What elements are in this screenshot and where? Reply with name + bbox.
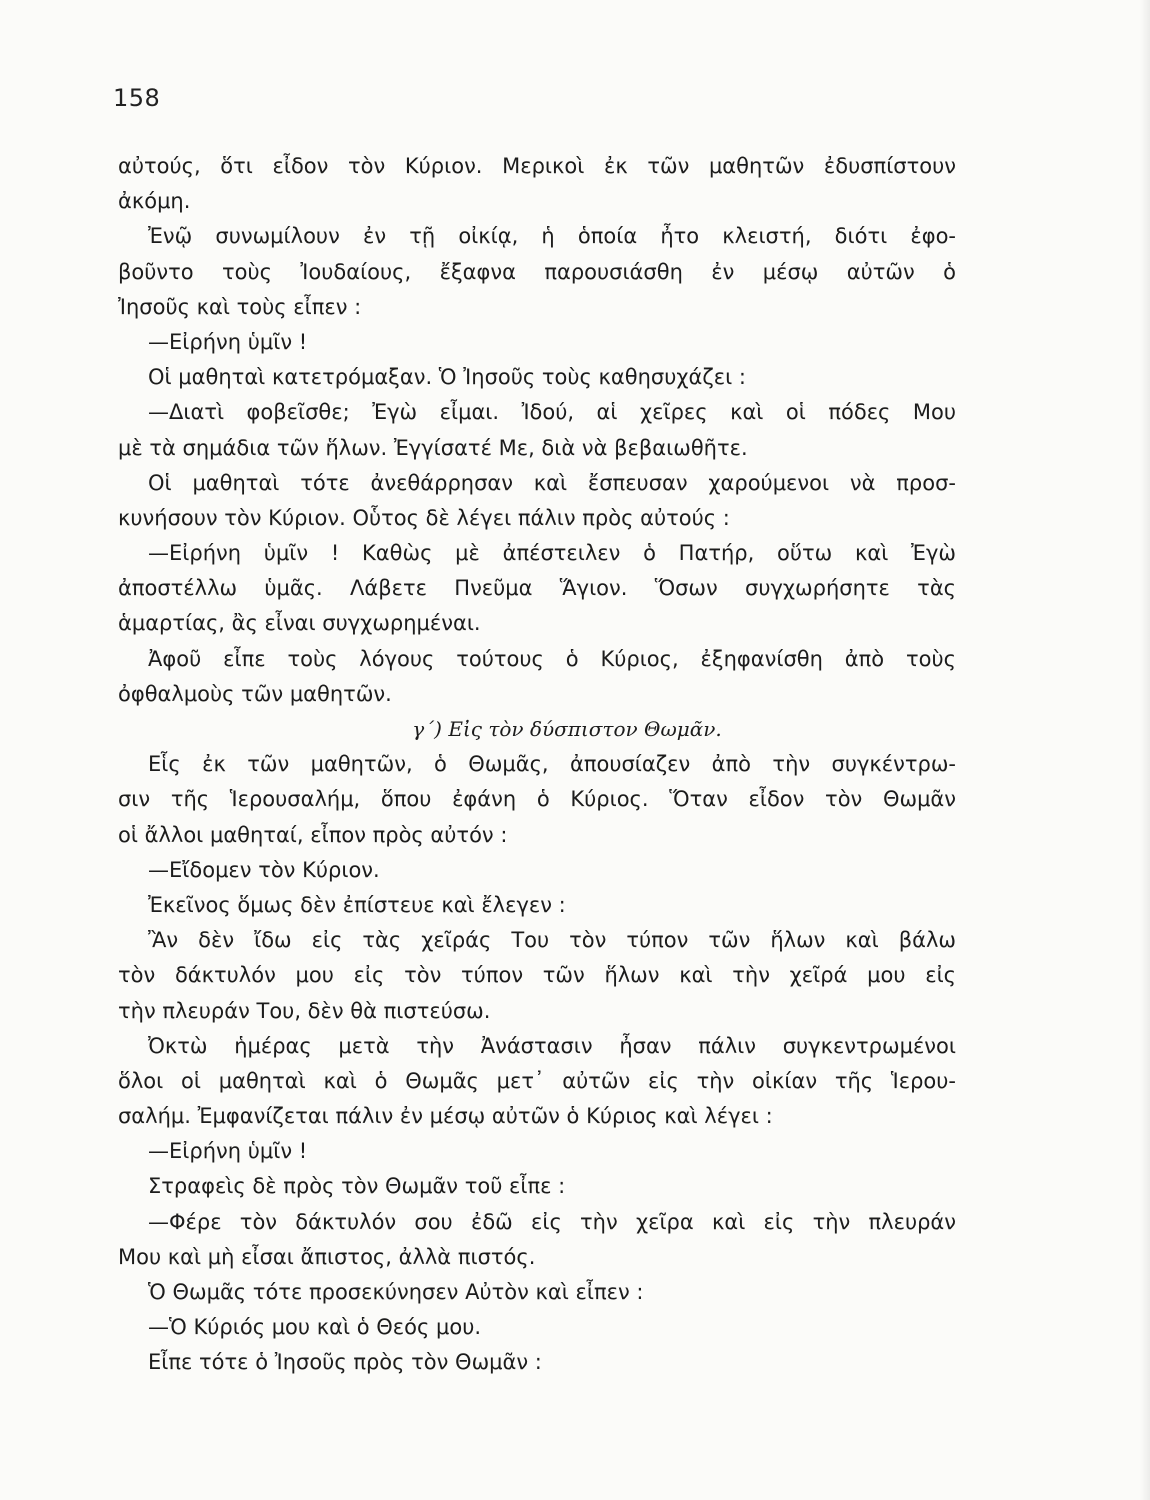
text-line: Ἀφοῦ εἶπε τοὺς λόγους τούτους ὁ Κύριος, ἐξηφανίσθη ἀπὸ τοὺς [148,646,956,671]
text-line: Ὀκτὼ ἡμέρας μετὰ τὴν Ἀνάστασιν ἦσαν πάλιν συγκεντρωμένοι [148,1033,956,1058]
text-line: μὲ τὰ σημάδια τῶν ἥλων. Ἐγγίσατέ Με, διὰ νὰ βεβαιωθῆτε. [118,435,748,460]
text-line: —Εἰρήνη ὑμῖν ! [148,1139,308,1164]
text-line: Οἱ μαθηταὶ κατετρόμαξαν. Ὁ Ἰησοῦς τοὺς καθησυχάζει : [148,365,746,390]
page-edge-shadow [1140,0,1150,1500]
text-line: ἀποστέλλω ὑμᾶς. Λάβετε Πνεῦμα Ἅγιον. Ὅσων συγχωρήσητε τὰς [118,576,956,601]
text-line: Στραφεὶς δὲ πρὸς τὸν Θωμᾶν τοῦ εἶπε : [148,1174,566,1199]
text-line: ἁμαρτίας, ἂς εἶναι συγχωρημέναι. [118,611,481,636]
text-line: Οἱ μαθηταὶ τότε ἀνεθάρρησαν καὶ ἔσπευσαν χαρούμενοι νὰ προσ- [148,470,956,495]
text-line: ἀκόμη. [118,189,191,214]
text-line: Μου καὶ μὴ εἶσαι ἄπιστος, ἀλλὰ πιστός. [118,1244,536,1269]
text-line: τὸν δάκτυλόν μου εἰς τὸν τύπον τῶν ἥλων καὶ τὴν χεῖρά μου εἰς [118,963,956,988]
text-line: Εἶπε τότε ὁ Ἰησοῦς πρὸς τὸν Θωμᾶν : [148,1350,542,1375]
text-line: σαλήμ. Ἐμφανίζεται πάλιν ἐν μέσῳ αὐτῶν ὁ Κύριος καὶ λέγει : [118,1104,773,1129]
text-line: —Εἰρήνη ὑμῖν ! [148,329,308,354]
text-line: Ἐκεῖνος ὅμως δὲν ἐπίστευε καὶ ἔλεγεν : [148,892,566,917]
text-line: —Εἰρήνη ὑμῖν ! Καθὼς μὲ ἀπέστειλεν ὁ Πατήρ, οὕτω καὶ Ἐγὼ [148,541,956,566]
text-line: κυνήσουν τὸν Κύριον. Οὗτος δὲ λέγει πάλιν πρὸς αὐτούς : [118,505,730,530]
text-line: ὅλοι οἱ μαθηταὶ καὶ ὁ Θωμᾶς μετ᾽ αὐτῶν εἰς τὴν οἰκίαν τῆς Ἱερου- [118,1068,956,1093]
text-line: —Φέρε τὸν δάκτυλόν σου ἐδῶ εἰς τὴν χεῖρα καὶ εἰς τὴν πλευράν [148,1209,956,1234]
text-line: Εἷς ἐκ τῶν μαθητῶν, ὁ Θωμᾶς, ἀπουσίαζεν ἀπὸ τὴν συγκέντρω- [148,752,956,777]
text-line: Ἂν δὲν ἴδω εἰς τὰς χεῖράς Του τὸν τύπον τῶν ἥλων καὶ βάλω [148,928,956,953]
section-heading: γ΄) Εἰς τὸν δύσπιστον Θωμᾶν. [412,717,722,741]
text-line: —Ὁ Κύριός μου καὶ ὁ Θεός μου. [148,1315,482,1340]
text-line: βοῦντο τοὺς Ἰουδαίους, ἔξαφνα παρουσιάσθη ἐν μέσῳ αὐτῶν ὁ [118,259,956,284]
text-line: οἱ ἄλλοι μαθηταί, εἶπον πρὸς αὐτόν : [118,822,508,847]
text-line: —Διατὶ φοβεῖσθε; Ἐγὼ εἶμαι. Ἰδού, αἱ χεῖρες καὶ οἱ πόδες Μου [148,400,956,425]
text-line: αὐτούς, ὅτι εἶδον τὸν Κύριον. Μερικοὶ ἐκ τῶν μαθητῶν ἐδυσπίστουν [118,154,956,178]
text-line: σιν τῆς Ἱερουσαλήμ, ὅπου ἐφάνη ὁ Κύριος. Ὅταν εἶδον τὸν Θωμᾶν [118,787,956,812]
text-line: ὀφθαλμοὺς τῶν μαθητῶν. [118,681,392,706]
body-text [118,149,956,1381]
text-line: τὴν πλευράν Του, δὲν θὰ πιστεύσω. [118,998,491,1023]
page-number: 158 [113,84,161,112]
text-line: —Εἴδομεν τὸν Κύριον. [148,857,380,882]
text-line: Ἰησοῦς καὶ τοὺς εἶπεν : [118,294,362,319]
text-line: Ὁ Θωμᾶς τότε προσεκύνησεν Αὐτὸν καὶ εἶπεν : [148,1280,644,1304]
text-line: Ἐνῷ συνωμίλουν ἐν τῇ οἰκίᾳ, ἡ ὁποία ἦτο κλειστή, διότι ἐφο- [148,224,956,249]
